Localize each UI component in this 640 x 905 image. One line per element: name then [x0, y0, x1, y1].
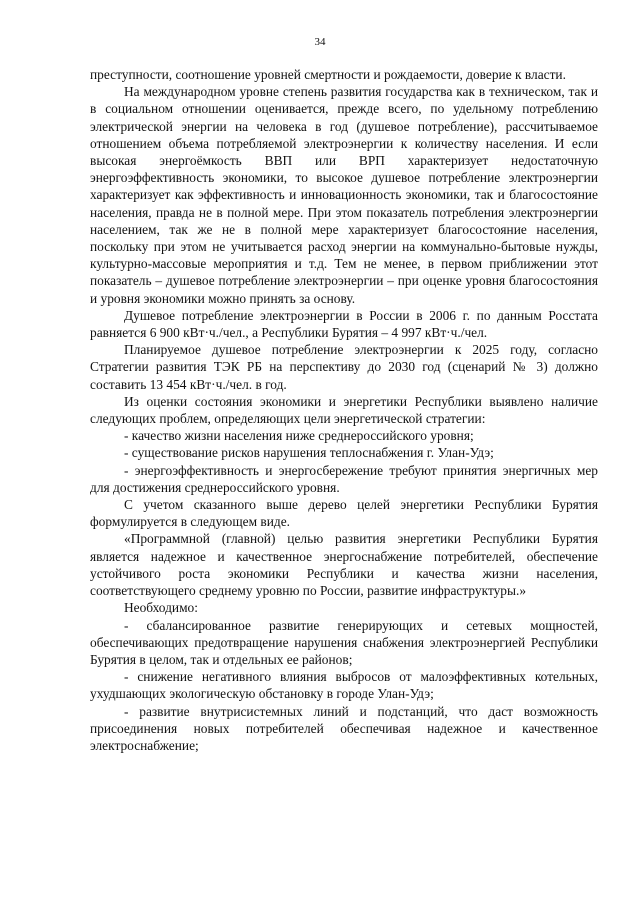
list-item-heat-supply-risk: - существование рисков нарушения теплоснабжения г. Улан-Удэ; [124, 445, 494, 461]
list-item-quality-of-life: - качество жизни населения ниже среднероссийского уровня; [124, 428, 474, 444]
list-item-grid-development: - развитие внутрисистемных линий и подстанций, что даст возможность присоединения новых потребителей обеспечивая надежное и качественное электроснабжение; [90, 703, 598, 753]
paragraph-necessary-heading: Необходимо: [124, 600, 198, 616]
paragraph-international-level: На международном уровне степень развития государства как в техническом, так и в социальном отношении оценивается, прежде всего, по удельному потреблению электрической энергии на человека в год (душевое потребление), рассчитываемое отношением объема потребляемой электроэнергии к количеству населения. И если высокая энергоёмкость ВВП или ВРП характеризует недостаточную энергоэффективность экономики, то высокое душевое потребление электроэнергии характеризует как эффективность и инновационность экономики, так и благосостояние населения, правда не в полной мере. При этом показатель потребления электроэнергии населением, так же не в полной мере характеризует благосостояние населения, поскольку при этом не учитывается расход энергии на коммунально-бытовые нужды, культурно-массовые мероприятия и т.д. Тем не менее, в первом приближении этот показатель – душевое потребление электроэнергии – при оценке уровня благосостояния и уровня экономики можно принять за основу. [90, 84, 598, 306]
page-number: 34 [314, 36, 326, 48]
paragraph-main-goal-quote: «Программной (главной) целью развития энергетики Республики Бурятия является надежное и качественное энергоснабжение потребителей, обеспечение устойчивого роста экономики Республики и качества жизни населения, соответствующего среднему уровню по России, развитие инфраструктуры.» [90, 531, 598, 599]
paragraph-goal-tree-intro: С учетом сказанного выше дерево целей энергетики Республики Бурятия формулируется в следующем виде. [90, 497, 598, 530]
paragraph-planned-2025: Планируемое душевое потребление электроэнергии к 2025 году, согласно Стратегии развития ТЭК РБ на перспективу до 2030 год (сценарий № 3) должно составить 13 454 кВт·ч./чел. в год. [90, 342, 598, 392]
list-item-emission-reduction: - снижение негативного влияния выбросов от малоэффективных котельных, ухудшающих экологическую обстановку в городе Улан-Удэ; [90, 669, 598, 702]
paragraph-problems-intro: Из оценки состояния экономики и энергетики Республики выявлено наличие следующих проблем, определяющих цели энергетической стратегии: [90, 393, 598, 427]
body-text [90, 66, 598, 754]
paragraph-per-capita-2006: Душевое потребление электроэнергии в России в 2006 г. по данным Росстата равняется 6 900 кВт·ч./чел., а Республики Бурятия – 4 997 кВт·ч./чел. [90, 307, 598, 341]
list-item-balanced-development: - сбалансированное развитие генерирующих и сетевых мощностей, обеспечивающих предотвращение нарушения снабжения электроэнергией Республики Бурятия в целом, так и отдельных ее районов; [90, 617, 598, 667]
list-item-energy-efficiency: - энергоэффективность и энергосбережение требуют принятия энергичных мер для достижения среднероссийского уровня. [90, 462, 598, 495]
paragraph-continuation: преступности, соотношение уровней смертности и рождаемости, доверие к власти. [90, 67, 566, 82]
